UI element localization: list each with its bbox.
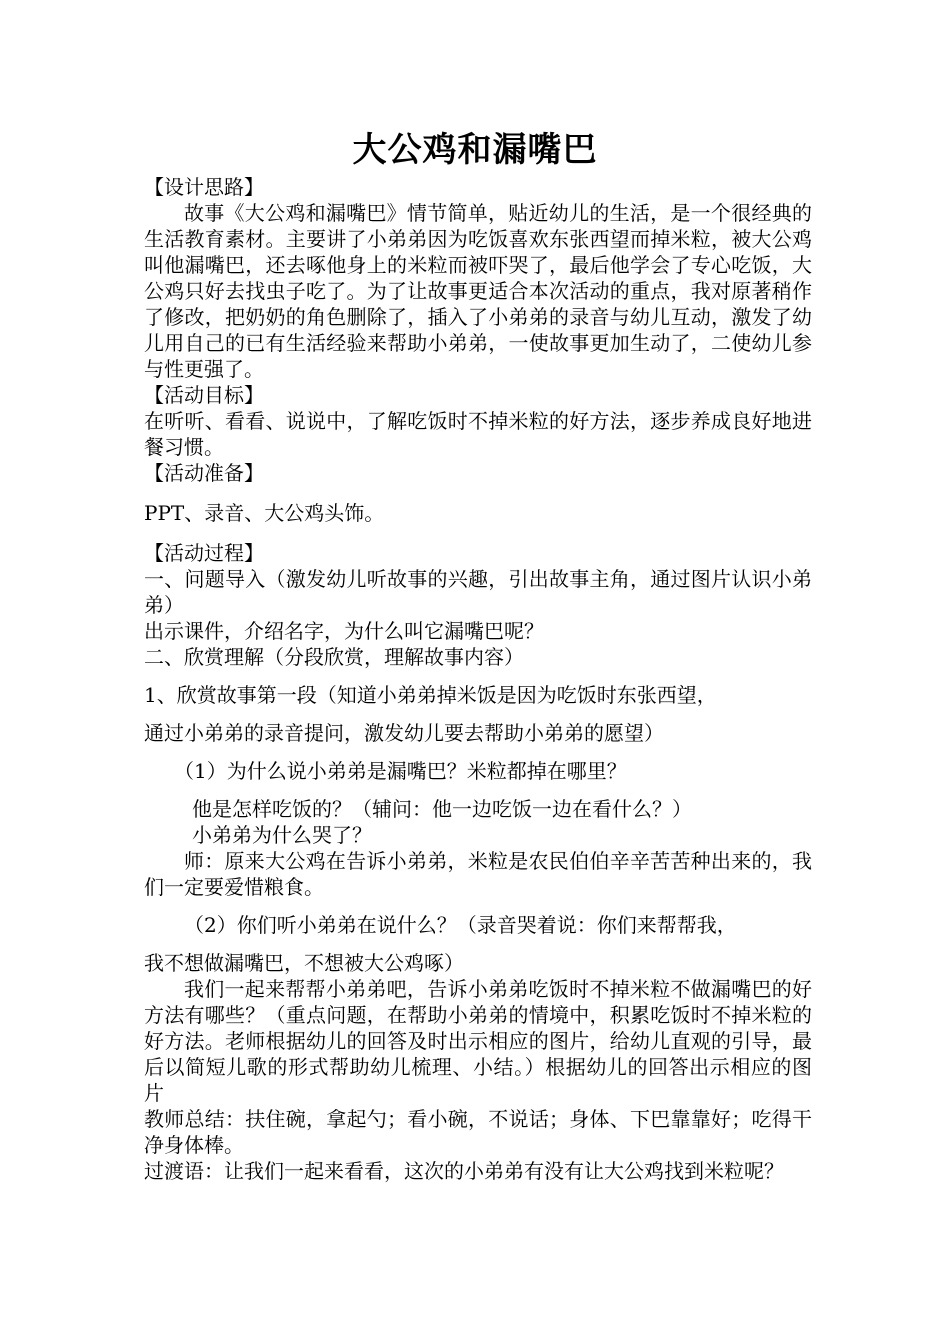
part-one-line-1: 1、欣赏故事第一段（知道小弟弟掉米饭是因为吃饭时东张西望，: [144, 683, 717, 707]
document-title: 大公鸡和漏嘴巴: [352, 130, 598, 170]
step-one-detail: 出示课件，介绍名字，为什么叫它漏嘴巴呢？: [144, 619, 544, 643]
step-two: 二、欣赏理解（分段欣赏，理解故事内容）: [144, 645, 524, 669]
prep-paragraph: PPT、录音、大公鸡头饰。: [144, 501, 385, 525]
question-one-a: 他是怎样吃饭的？（辅问：他一边吃饭一边在看什么？）: [192, 797, 692, 821]
transition-text: 过渡语：让我们一起来看看，这次的小弟弟有没有让大公鸡找到米粒呢？: [144, 1159, 784, 1183]
question-two-line-1: （2）你们听小弟弟在说什么？（录音哭着说：你们来帮帮我，: [184, 913, 737, 937]
question-one: （1）为什么说小弟弟是漏嘴巴？米粒都掉在哪里？: [174, 759, 627, 783]
question-two-paragraph: 我们一起来帮帮小弟弟吧，告诉小弟弟吃饭时不掉米粒不做漏嘴巴的好方法有哪些？（重点问题，在帮助小弟弟的情境中，积累吃饭时不掉米粒的好方法。老师根据幼儿的回答及时出示相应的图片，给幼儿直观的引导，最后以简短儿歌的形式帮助幼儿梳理、小结。）根据幼儿的回答出示相应的图片: [144, 977, 812, 1105]
question-two-line-2: 我不想做漏嘴巴，不想被大公鸡啄）: [144, 951, 464, 975]
part-one-line-2: 通过小弟弟的录音提问，激发幼儿要去帮助小弟弟的愿望）: [144, 721, 664, 745]
step-one: 一、问题导入（激发幼儿听故事的兴趣，引出故事主角，通过图片认识小弟弟）: [144, 567, 812, 617]
prep-heading: 【活动准备】: [144, 461, 264, 485]
design-paragraph: 故事《大公鸡和漏嘴巴》情节简单，贴近幼儿的生活，是一个很经典的生活教育素材。主要讲了小弟弟因为吃饭喜欢东张西望而掉米粒，被大公鸡叫他漏嘴巴，还去啄他身上的米粒而被吓哭了，最后他学会了专心吃饭，大公鸡只好去找虫子吃了。为了让故事更适合本次活动的重点，我对原著稍作了修改，把奶奶的角色删除了，插入了小弟弟的录音与幼儿互动，激发了幼儿用自己的已有生活经验来帮助小弟弟，一使故事更加生动了，二使幼儿参与性更强了。: [144, 201, 812, 381]
question-one-c: 师：原来大公鸡在告诉小弟弟，米粒是农民伯伯辛辛苦苦种出来的，我们一定要爱惜粮食。: [144, 849, 812, 899]
design-heading: 【设计思路】: [144, 175, 264, 199]
question-one-b: 小弟弟为什么哭了？: [192, 823, 372, 847]
teacher-summary: 教师总结：扶住碗，拿起勺；看小碗，不说话；身体、下巴靠靠好；吃得干净身体棒。: [144, 1107, 812, 1157]
process-heading: 【活动过程】: [144, 541, 264, 565]
document-body: [144, 174, 812, 1184]
goal-paragraph: 在听听、看看、说说中，了解吃饭时不掉米粒的好方法，逐步养成良好地进餐习惯。: [144, 409, 812, 459]
goal-heading: 【活动目标】: [144, 383, 264, 407]
